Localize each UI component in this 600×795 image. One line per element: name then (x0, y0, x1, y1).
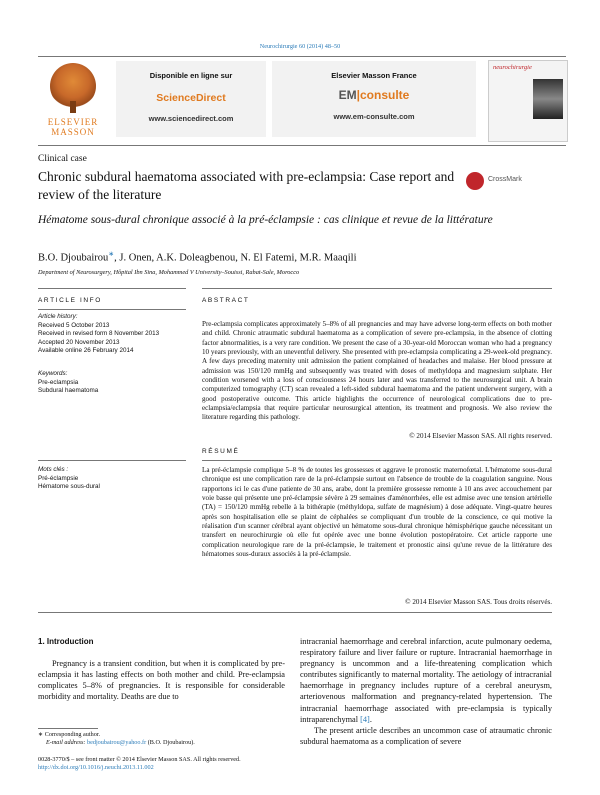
article-title: Chronic subdural haematoma associated with pre-eclampsia: Case report and review of the literature (38, 169, 455, 202)
elsevier-logo-text: ELSEVIER MASSON (47, 117, 99, 137)
resume-heading: RÉSUMÉ (202, 448, 240, 455)
article-info-heading: ARTICLE INFO (38, 297, 102, 304)
crossmark-icon (466, 172, 484, 190)
divider (38, 288, 186, 289)
abstract-heading: ABSTRACT (202, 297, 250, 304)
doi-link[interactable]: http://dx.doi.org/10.1016/j.neuchi.2013.11.002 (38, 764, 154, 772)
em-consulte-box[interactable] (272, 61, 476, 137)
divider (38, 612, 552, 613)
resume-copyright: © 2014 Elsevier Masson SAS. Tous droits réservés. (405, 598, 552, 606)
article-subtitle: Hématome sous-dural chronique associé à la pré-éclampsie : cas clinique et revue de la littérature (38, 214, 493, 226)
section-label: Clinical case (38, 154, 87, 164)
affiliation: Department of Neurosurgery, Hôpital Ibn Sina, Mohammed V University–Souissi, Rabat-Sale, Morocco (38, 269, 300, 276)
cover-title: neurochirurgie (493, 64, 532, 71)
sciencedirect-box[interactable] (116, 61, 266, 137)
abstract-text: Pre-eclampsia complicates approximately 5–8% of all pregnancies and may have adverse long-term effects on both mother and child. Chronic atraumatic subdural haematoma as a complication of severe pre-eclampsia, in the absence of clotting factor abnormalities, is a very rare condition. We present the case of a 30-year-old Moroccan woman who had a pregnancy 10 years previously, with an uneventful delivery. She presented with pre-eclampsia complicating a 29-week-old pregnancy. A few days preceding maternity unit admission the patient complained of headaches and malaise. Her blood pressure at admission was 150/120 mmHg and subsequently was treated with doses of methyldopa and magnesium sulphate. Her condition worsened with a loss of consciousness 24 hours later and was transferred to the neurosurgical unit. A brain computerized tomography (CT) scan revealed a left-sided subdural haematoma and the patient underwent surgery, with a good postoperative outcome. This article highlights the occurrence of neurological complications due to pre-eclampsia/eclampsia that require particular neurosurgical attention, its treatment and prognosis. We also review the literature regarding this pathology. (202, 320, 552, 422)
resume-text: La pré-éclampsie complique 5–8 % de toutes les grossesses et aggrave le pronostic maternofœtal. L'hématome sous-dural chronique est une complication rare de la pré-éclampsie surtout en l'absence de trouble de la coagulation sanguine. Nous rapportons ici le cas d'une patiente de 30 ans, arabe, dont la première grossesse remonte à 10 ans avec accouchement par voie basse qui présente une pré-éclampsie sévère à 29 semaines d'aménorrhées, elle est admise avec une tension artérielle (TA) = 150/120 mmHg rebelle à la bithérapie (méthyldopa, sulfate de magnésium) à dose adéquate. Vingt-quatre heures après son hospitalisation elle se plaint de céphalées se compliquant d'un trouble de la conscience, ce qui motive la réalisation d'un scanner cérébral ayant objectivé un hématome sous-dural chronique hémisphérique gauche nécessitant un transfert en neurochirurgie où elle fut opérée avec une bonne évolution postopératoire. Cet article rapporte une complication neurologique rare de la pré-éclampsie, le traitement et pronostic ainsi qu'une revue de la littérature des hématomes sous-duraux associés à la pré-éclampsie. (202, 466, 552, 559)
keywords: Keywords: Pre-eclampsia Subdural haematoma (38, 370, 99, 395)
journal-header (38, 56, 566, 146)
cover-image (533, 79, 563, 119)
front-matter: 0028-3770/$ – see front matter © 2014 Elsevier Masson SAS. All rights reserved. http://dx.doi.org/10.1016/j.neuchi.2013.11.002 (38, 756, 241, 772)
journal-reference[interactable]: Neurochirurgie 60 (2014) 48–50 (259, 43, 341, 50)
em-consulte-url[interactable]: www.em-consulte.com (333, 112, 415, 121)
intro-right-text: intracranial haemorrhage and cerebral infarction, acute pulmonary oedema, respiratory failure and liver failure or rupture. Intracranial haemorrhage in pregnancy is uncommon and a life-threatening complication which contributes significantly to maternal mortality. The aetiology of intracranial haemorrhage in pregnancy includes rupture of a cerebral aneurysm, arteriovenous malformation and pregnancy-related hypertension. The intracranial haemorrhage associated with pre-eclampsia is typically intraparenchymal [4]. The present article describes an uncommon case of atraumatic chronic subdural haematoma as a complication of severe (300, 637, 552, 746)
sciencedirect-url[interactable]: www.sciencedirect.com (148, 114, 234, 123)
citation-link[interactable]: [4] (360, 714, 370, 724)
divider (38, 309, 186, 310)
article-history: Article history: Received 5 October 2013 Received in revised form 8 November 2013 Accepted 20 November 2013 Available online 26 February 2014 (38, 313, 160, 355)
footnotes: ∗ Corresponding author. E-mail address: bedjoubairou@yahoo.fr (B.O. Djoubairou). (38, 731, 195, 747)
elsevier-logo (38, 61, 108, 139)
author-email-link[interactable]: bedjoubairou@yahoo.fr (87, 739, 147, 747)
divider (202, 460, 552, 461)
journal-cover (488, 60, 568, 142)
divider (38, 460, 186, 461)
sciencedirect-logo: ScienceDirect (156, 92, 226, 104)
em-consulte-logo: EM|consulte (338, 88, 410, 102)
divider (202, 288, 552, 289)
corresponding-author-mark[interactable]: ∗ (108, 250, 115, 258)
abstract-copyright: © 2014 Elsevier Masson SAS. All rights reserved. (409, 432, 552, 440)
intro-left-text: Pregnancy is a transient condition, but when it is complicated by pre-eclampsia it has lasting effects on both mother and child. Pre-eclampsia complicates 5–8% of pregnancies. It is responsible for considerable morbidity and mortality. Deaths are due to (38, 659, 285, 702)
em-publisher-label: Elsevier Masson France (331, 71, 417, 80)
author-list: B.O. Djoubairou∗, J. Onen, A.K. Doleagbenou, N. El Fatemi, M.R. Maaqili (38, 250, 357, 264)
introduction-heading: 1. Introduction (38, 637, 94, 646)
footnote-divider (38, 728, 98, 729)
mots-cles: Mots clés : Pré-éclampsie Hématome sous-dural (38, 466, 100, 491)
crossmark-badge[interactable]: CrossMark (466, 172, 526, 192)
sd-available-label: Disponible en ligne sur (149, 71, 233, 80)
